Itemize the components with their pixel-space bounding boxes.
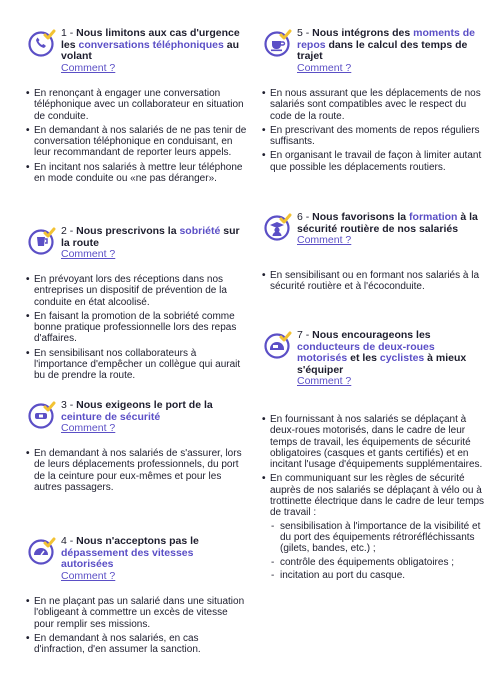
sub-list-item: - contrôle des équipements obligatoires ; [270, 557, 484, 568]
section-5-title: 5 - Nous intégrons des moments de repos dans le calcul des temps de trajet Comment ? [297, 28, 484, 74]
section-7-title: 7 - Nous encourageons les conducteurs de deux-roues motorisés et les cyclistes à mieux s'équiper Comment ? [297, 330, 484, 388]
list-item: • En demandant à nos salariés de ne pas tenir de conversation téléphonique en conduisant, en leur recommandant de reporter leurs appels. [26, 125, 248, 159]
section-1-list [26, 88, 248, 184]
list-item: • En fournissant à nos salariés se déplaçant à deux-roues motorisés, dans le cadre de leur temps de travail, les équipements de sécurité obligatoires (casques et gants certifiés) et en incitant l'usage d'équipements supplémentaires. [262, 414, 484, 470]
section-7-list [262, 414, 484, 581]
section-3 [26, 400, 248, 496]
glass-icon [28, 226, 56, 254]
helmet-icon [264, 330, 292, 358]
section-2-title: 2 - Nous prescrivons la sobriété sur la route Comment ? [61, 226, 248, 261]
list-item: • En nous assurant que les déplacements de nos salariés sont compatibles avec le respect du code de la route. [262, 88, 484, 122]
list-item: • En prévoyant lors des réceptions dans nos entreprises un dispositif de prévention de la conduite en état alcoolisé. [26, 274, 248, 308]
section-6 [262, 212, 484, 296]
list-item: • En faisant la promotion de la sobriété comme bonne pratique professionnelle lors des repas d'affaires. [26, 311, 248, 345]
list-item: • En ne plaçant pas un salarié dans une situation l'obligeant à commettre un excès de vitesse pour remplir ses missions. [26, 596, 248, 630]
seatbelt-icon [28, 400, 56, 428]
section-1 [26, 28, 248, 187]
list-item: • En renonçant à engager une conversation téléphonique avec un collaborateur en situation de conduite. [26, 88, 248, 122]
list-item: • En incitant nos salariés à mettre leur téléphone en mode conduite ou «ne pas déranger». [26, 162, 248, 185]
list-item: • En organisant le travail de façon à limiter autant que possible les déplacements routiers. [262, 150, 484, 173]
comment-link[interactable]: Comment ? [297, 375, 352, 387]
section-3-list [26, 448, 248, 493]
comment-link[interactable]: Comment ? [61, 61, 116, 74]
comment-link[interactable]: Comment ? [297, 234, 352, 246]
section-5-list [262, 88, 484, 173]
section-7 [262, 330, 484, 584]
speedometer-icon [28, 536, 56, 564]
list-item: • En prescrivant des moments de repos réguliers suffisants. [262, 125, 484, 148]
coffee-cup-icon [264, 28, 292, 56]
section-5 [262, 28, 484, 176]
sub-list-item: - incitation au port du casque. [270, 570, 484, 581]
list-item: • En sensibilisant nos collaborateurs à l'importance d'empêcher un collègue qui aurait bu de prendre la route. [26, 348, 248, 382]
section-4 [26, 536, 248, 658]
section-3-title: 3 - Nous exigeons le port de la ceinture de sécurité Comment ? [61, 400, 248, 435]
comment-link[interactable]: Comment ? [61, 248, 116, 260]
list-item: • En demandant à nos salariés, en cas d'infraction, d'en assumer la sanction. [26, 633, 248, 656]
section-2 [26, 226, 248, 385]
graduate-icon [264, 212, 292, 240]
comment-link[interactable]: Comment ? [61, 422, 116, 434]
section-7-sublist [270, 521, 484, 581]
list-item [262, 473, 484, 581]
section-6-title: 6 - Nous favorisons la formation à la sécurité routière de nos salariés Comment ? [297, 212, 484, 247]
sub-list-item: - sensibilisation à l'importance de la visibilité et du port des équipements rétroréfléchissants (gilets, bandes, etc.) ; [270, 521, 484, 555]
list-item-text: En communiquant sur les règles de sécurité auprès de nos salariés se déplaçant à vélo ou à trottinette électrique dans le cadre de leur temps de travail : [270, 473, 485, 519]
comment-link[interactable]: Comment ? [61, 569, 116, 582]
section-2-list [26, 274, 248, 382]
list-item: • En sensibilisant ou en formant nos salariés à la sécurité routière et à l'écoconduite. [262, 270, 484, 293]
comment-link[interactable]: Comment ? [297, 61, 352, 74]
section-4-title: 4 - Nous n'acceptons pas le dépassement des vitesses autorisées Comment ? [61, 536, 248, 582]
section-1-title: 1 - Nous limitons aux cas d'urgence les conversations téléphoniques au volant Comment ? [61, 28, 248, 74]
section-6-list [262, 270, 484, 293]
phone-icon [28, 28, 56, 56]
section-4-list [26, 596, 248, 655]
list-item: • En demandant à nos salariés de s'assurer, lors de leurs déplacements professionnels, du port de la ceinture pour eux-mêmes et pour les autres passagers. [26, 448, 248, 493]
